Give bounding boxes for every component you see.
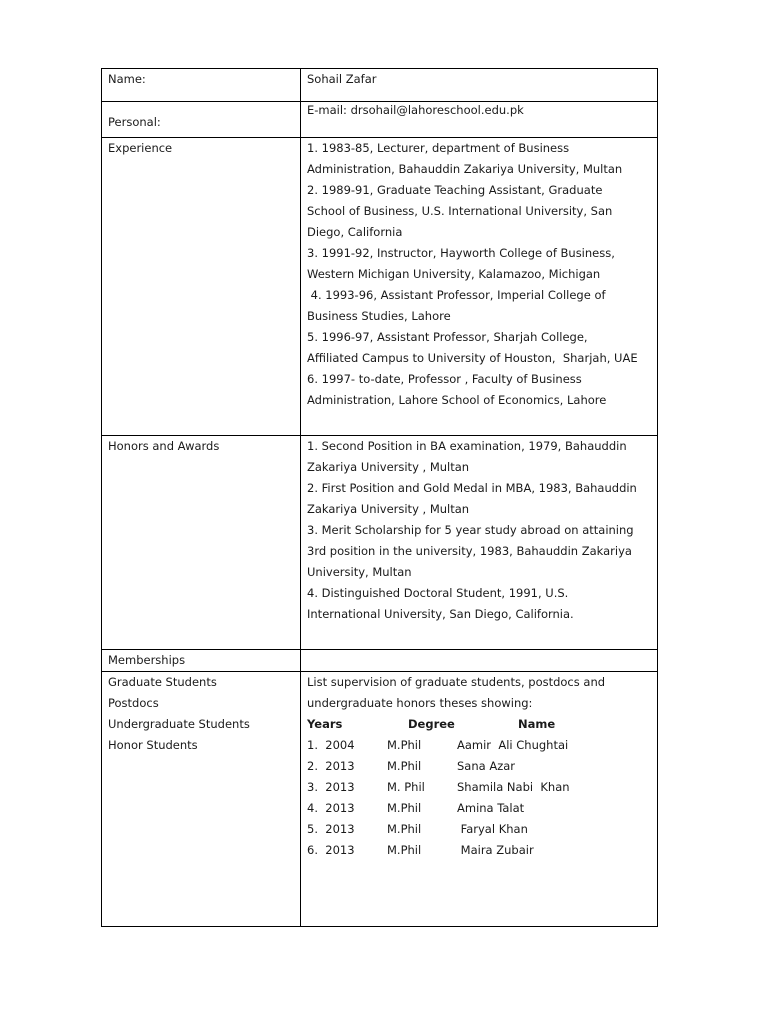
- experience-list: [301, 138, 658, 436]
- supervision-intro: List supervision of graduate students, postdocs and: [307, 675, 606, 689]
- student-row: [307, 777, 651, 798]
- student-row: [307, 735, 651, 756]
- student-row: [307, 756, 651, 777]
- experience-line: Affiliated Campus to University of Houston, Sharjah, UAE: [307, 351, 638, 365]
- personal-label: Personal:: [102, 102, 301, 138]
- experience-line: Western Michigan University, Kalamazoo, Michigan: [307, 267, 601, 281]
- memberships-value: [301, 650, 658, 672]
- experience-line: 3. 1991-92, Instructor, Hayworth College of Business,: [307, 246, 615, 260]
- experience-line: 2. 1989-91, Graduate Teaching Assistant, Graduate: [307, 183, 603, 197]
- student-name: Maira Zubair: [457, 843, 534, 857]
- student-row: [307, 840, 651, 861]
- student-year: 5. 2013: [307, 822, 355, 836]
- experience-label: Experience: [102, 138, 301, 436]
- name-value: Sohail Zafar: [301, 69, 658, 102]
- student-degree: M.Phil: [387, 843, 422, 857]
- student-year: 3. 2013: [307, 780, 355, 794]
- email-value: E-mail: drsohail@lahoreschool.edu.pk: [301, 102, 658, 138]
- memberships-row: [102, 650, 658, 672]
- student-name: Aamir Ali Chughtai: [457, 738, 569, 752]
- student-degree: M. Phil: [387, 780, 425, 794]
- experience-line: Diego, California: [307, 225, 403, 239]
- honors-line: University, Multan: [307, 565, 412, 579]
- years-header: Years: [307, 717, 343, 731]
- personal-row: [102, 102, 658, 138]
- memberships-label: Memberships: [102, 650, 301, 672]
- postdocs-label: Postdocs: [108, 696, 159, 710]
- honors-list: [301, 436, 658, 650]
- honors-line: 3rd position in the university, 1983, Bahauddin Zakariya: [307, 544, 632, 558]
- student-year: 2. 2013: [307, 759, 355, 773]
- supervision-content: [301, 672, 658, 927]
- cv-table: [101, 68, 658, 927]
- honors-label: Honors and Awards: [102, 436, 301, 650]
- student-degree: M.Phil: [387, 822, 422, 836]
- name-header: Name: [518, 717, 556, 731]
- name-label: Name:: [102, 69, 301, 102]
- student-year: 4. 2013: [307, 801, 355, 815]
- undergraduate-students-label: Undergraduate Students: [108, 717, 250, 731]
- student-row: [307, 819, 651, 840]
- experience-line: 5. 1996-97, Assistant Professor, Sharjah College,: [307, 330, 588, 344]
- student-name: Shamila Nabi Khan: [457, 780, 570, 794]
- honors-line: Zakariya University , Multan: [307, 460, 470, 474]
- supervision-labels: [102, 672, 301, 927]
- experience-line: Administration, Lahore School of Economics, Lahore: [307, 393, 607, 407]
- name-row: [102, 69, 658, 102]
- honors-row: [102, 436, 658, 650]
- student-degree: M.Phil: [387, 738, 422, 752]
- student-year: 1. 2004: [307, 738, 355, 752]
- experience-line: 4. 1993-96, Assistant Professor, Imperial College of: [307, 288, 606, 302]
- experience-line: 1. 1983-85, Lecturer, department of Business: [307, 141, 570, 155]
- student-year: 6. 2013: [307, 843, 355, 857]
- student-degree: M.Phil: [387, 801, 422, 815]
- honors-line: 4. Distinguished Doctoral Student, 1991, U.S.: [307, 586, 569, 600]
- honor-students-label: Honor Students: [108, 738, 198, 752]
- student-name: Sana Azar: [457, 759, 516, 773]
- honors-line: 3. Merit Scholarship for 5 year study abroad on attaining: [307, 523, 634, 537]
- honors-line: 1. Second Position in BA examination, 1979, Bahauddin: [307, 439, 627, 453]
- student-name: Amina Talat: [457, 801, 525, 815]
- student-degree: M.Phil: [387, 759, 422, 773]
- student-row: [307, 798, 651, 819]
- experience-line: 6. 1997- to-date, Professor , Faculty of Business: [307, 372, 582, 386]
- student-name: Faryal Khan: [457, 822, 528, 836]
- graduate-students-label: Graduate Students: [108, 675, 217, 689]
- experience-line: Business Studies, Lahore: [307, 309, 451, 323]
- supervision-intro: undergraduate honors theses showing:: [307, 696, 533, 710]
- honors-line: International University, San Diego, California.: [307, 607, 574, 621]
- supervision-row: [102, 672, 658, 927]
- honors-line: 2. First Position and Gold Medal in MBA, 1983, Bahauddin: [307, 481, 637, 495]
- students-header: [307, 714, 651, 735]
- honors-line: Zakariya University , Multan: [307, 502, 470, 516]
- degree-header: Degree: [408, 717, 455, 731]
- experience-line: Administration, Bahauddin Zakariya University, Multan: [307, 162, 623, 176]
- experience-row: [102, 138, 658, 436]
- experience-line: School of Business, U.S. International University, San: [307, 204, 613, 218]
